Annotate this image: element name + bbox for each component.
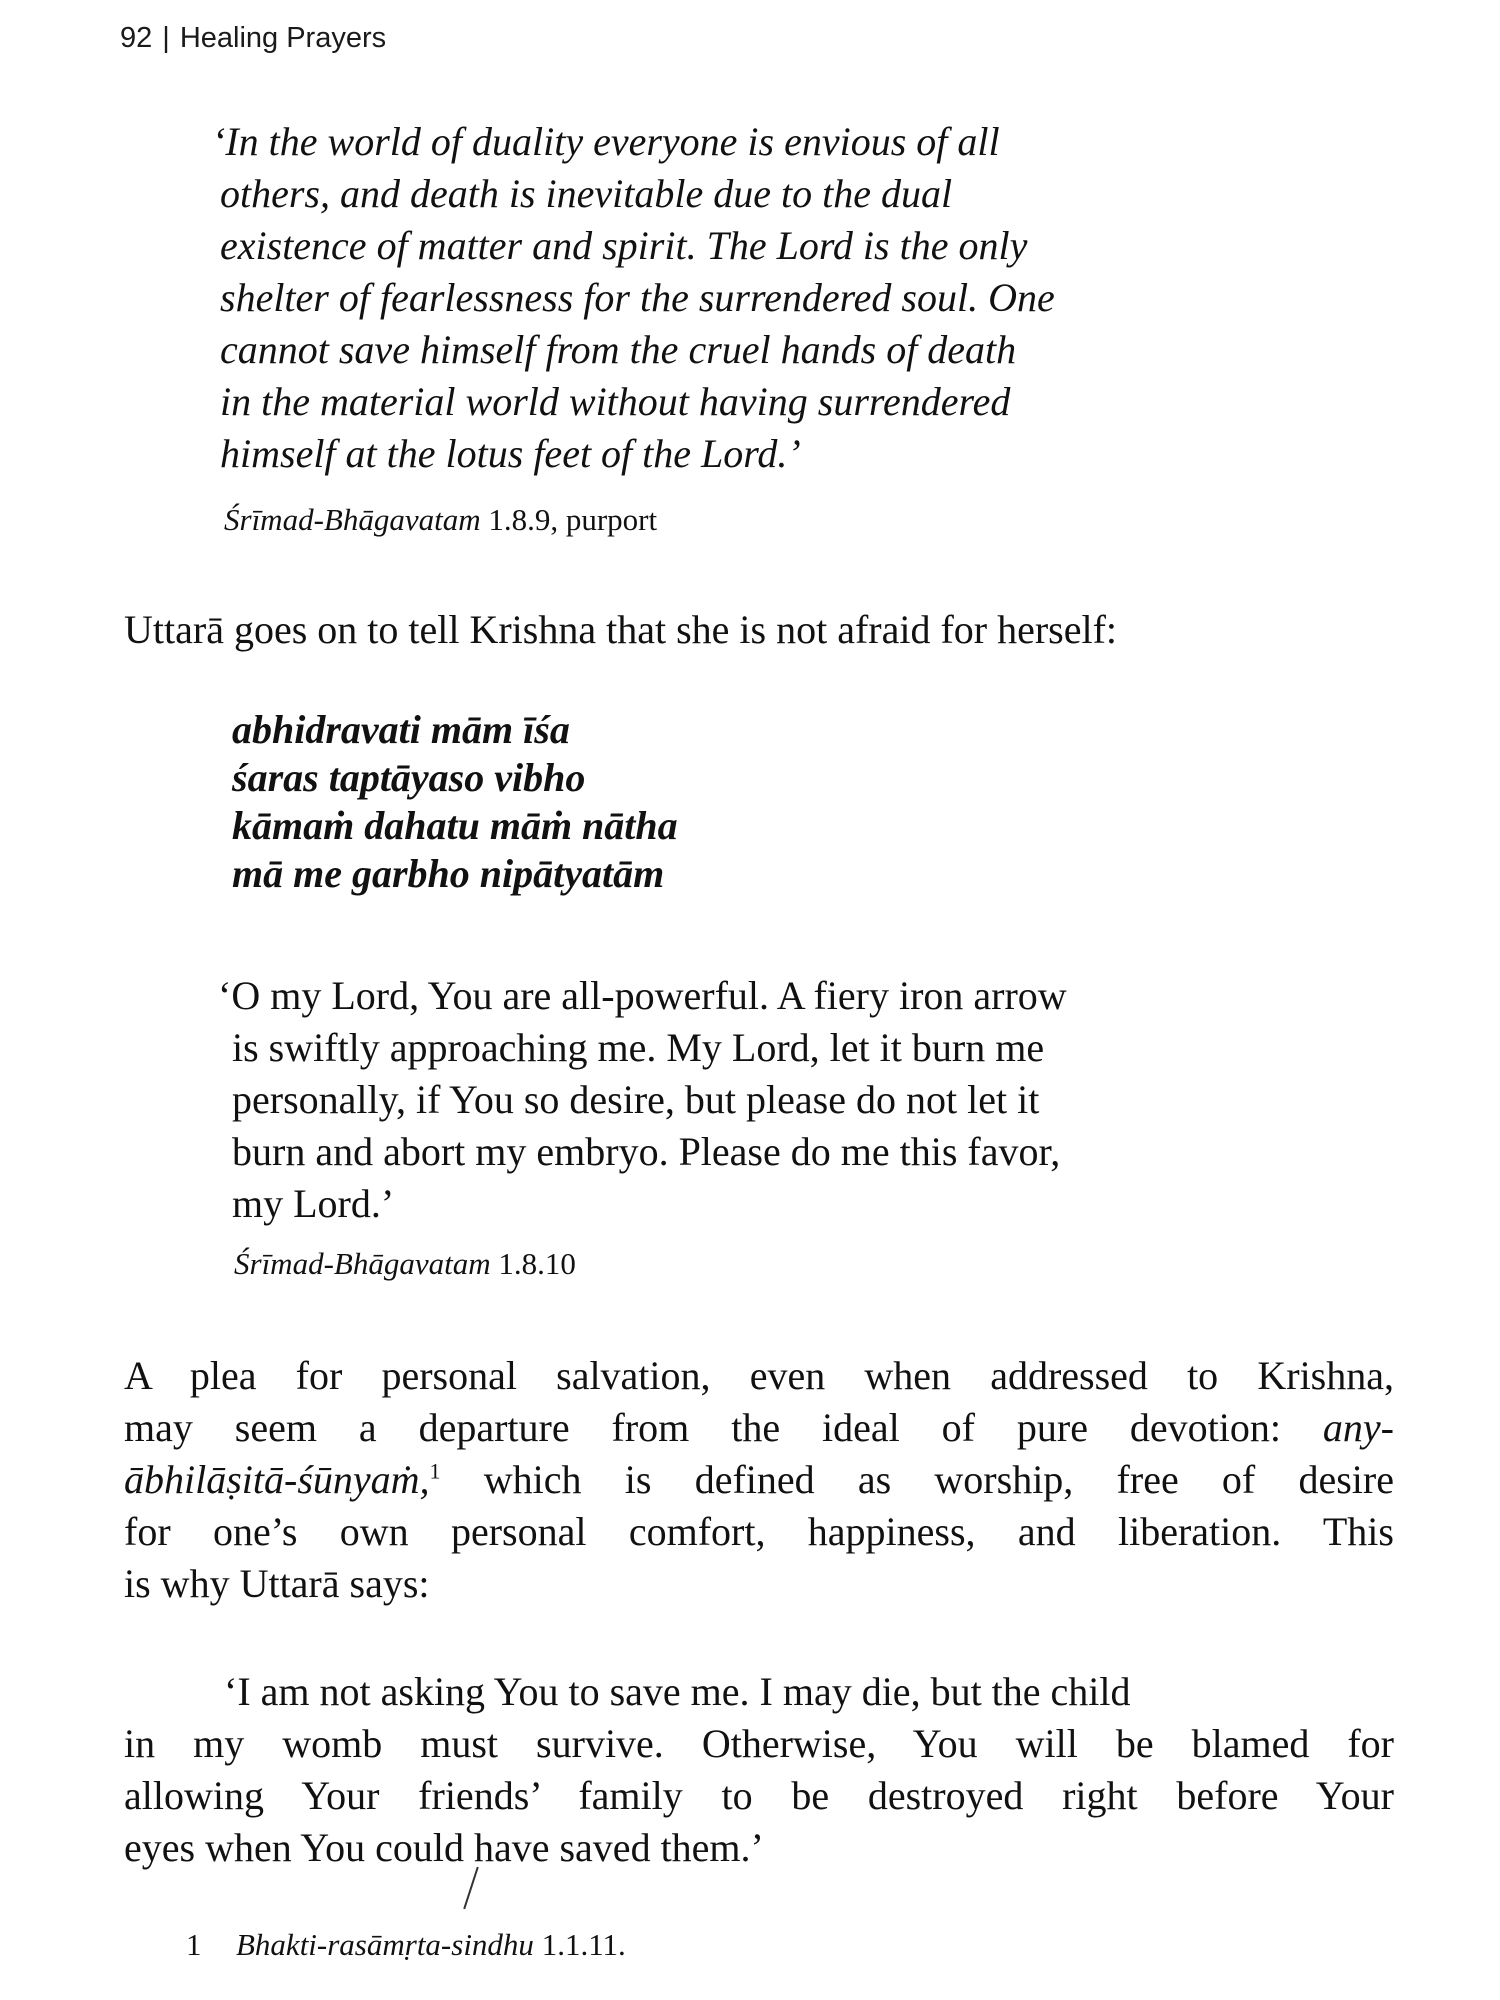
quote1-line: existence of matter and spirit. The Lord is the only bbox=[220, 223, 1028, 268]
footnote bbox=[186, 1925, 626, 1965]
body-paragraph-1 bbox=[124, 604, 1394, 656]
verse-line: abhidravati mām īśa bbox=[232, 707, 570, 752]
paragraph-line bbox=[124, 1454, 1394, 1506]
paragraph-line bbox=[124, 1402, 1394, 1454]
footnote-marker[interactable]: 1 bbox=[429, 1458, 441, 1484]
verse-line: mā me garbho nipātyatām bbox=[232, 851, 665, 896]
paragraph-line: in my womb must survive. Otherwise, You will be blamed for bbox=[124, 1721, 1394, 1766]
paragraph-line: is why Uttarā says: bbox=[124, 1561, 430, 1606]
sanskrit-verse bbox=[232, 706, 678, 898]
quote1-line: himself at the lotus feet of the Lord.’ bbox=[220, 431, 801, 476]
body-paragraph-2 bbox=[124, 1350, 1394, 1610]
paragraph-line: ‘I am not asking You to save me. I may die, but the child bbox=[224, 1669, 1131, 1714]
quote2-line: ‘O my Lord, You are all-powerful. A fiery iron arrow bbox=[218, 973, 1067, 1018]
verse-line: śaras taptāyaso vibho bbox=[232, 755, 586, 800]
citation-title: Śrīmad-Bhāgavatam bbox=[224, 502, 481, 537]
citation-title: Śrīmad-Bhāgavatam bbox=[234, 1246, 491, 1281]
quote1-citation bbox=[224, 500, 657, 540]
sanskrit-term: any- bbox=[1322, 1405, 1394, 1450]
citation-ref: 1.8.10 bbox=[490, 1246, 576, 1281]
paragraph-line: Uttarā goes on to tell Krishna that she is not afraid for herself: bbox=[124, 607, 1118, 652]
paragraph-text: may seem a departure from the ideal of pure devotion: bbox=[124, 1405, 1323, 1450]
header-separator: | bbox=[162, 22, 170, 54]
block-quote-1 bbox=[212, 116, 1350, 480]
quote1-line: ‘In the world of duality everyone is envious of all bbox=[212, 119, 1000, 164]
footnote-title: Bhakti-rasāmṛta-sindhu bbox=[236, 1927, 534, 1962]
paragraph-text: which is defined as worship, free of desire bbox=[440, 1457, 1394, 1502]
quote2-line: my Lord.’ bbox=[232, 1181, 395, 1226]
verse-line: kāmaṁ dahatu māṁ nātha bbox=[232, 803, 678, 848]
footnote-ref: 1.1.11. bbox=[533, 1927, 626, 1962]
running-head bbox=[120, 22, 386, 55]
quote2-citation bbox=[234, 1244, 576, 1284]
paragraph-line: eyes when You could have saved them.’ bbox=[124, 1825, 764, 1870]
citation-ref: 1.8.9, purport bbox=[480, 502, 658, 537]
quote1-line: in the material world without having surrendered bbox=[220, 379, 1011, 424]
quote2-line: burn and abort my embryo. Please do me this favor, bbox=[232, 1129, 1061, 1174]
block-quote-2 bbox=[218, 970, 1292, 1230]
footnote-number: 1 bbox=[186, 1927, 202, 1962]
sanskrit-term: ābhilāṣitā-śūnyaṁ, bbox=[124, 1457, 430, 1502]
quote1-line: shelter of fearlessness for the surrendered soul. One bbox=[220, 275, 1055, 320]
body-paragraph-3 bbox=[124, 1666, 1394, 1874]
paragraph-line: allowing Your friends’ family to be destroyed right before Your bbox=[124, 1773, 1394, 1818]
quote1-line: cannot save himself from the cruel hands of death bbox=[220, 327, 1017, 372]
quote1-line: others, and death is inevitable due to the dual bbox=[220, 171, 953, 216]
paragraph-line: A plea for personal salvation, even when addressed to Krishna, bbox=[124, 1353, 1394, 1398]
quote2-line: is swiftly approaching me. My Lord, let it burn me bbox=[232, 1025, 1045, 1070]
page-number: 92 bbox=[120, 22, 153, 54]
quote2-line: personally, if You so desire, but please do not let it bbox=[232, 1077, 1040, 1122]
running-title: Healing Prayers bbox=[179, 22, 387, 54]
paragraph-line: for one’s own personal comfort, happiness, and liberation. This bbox=[124, 1509, 1394, 1554]
